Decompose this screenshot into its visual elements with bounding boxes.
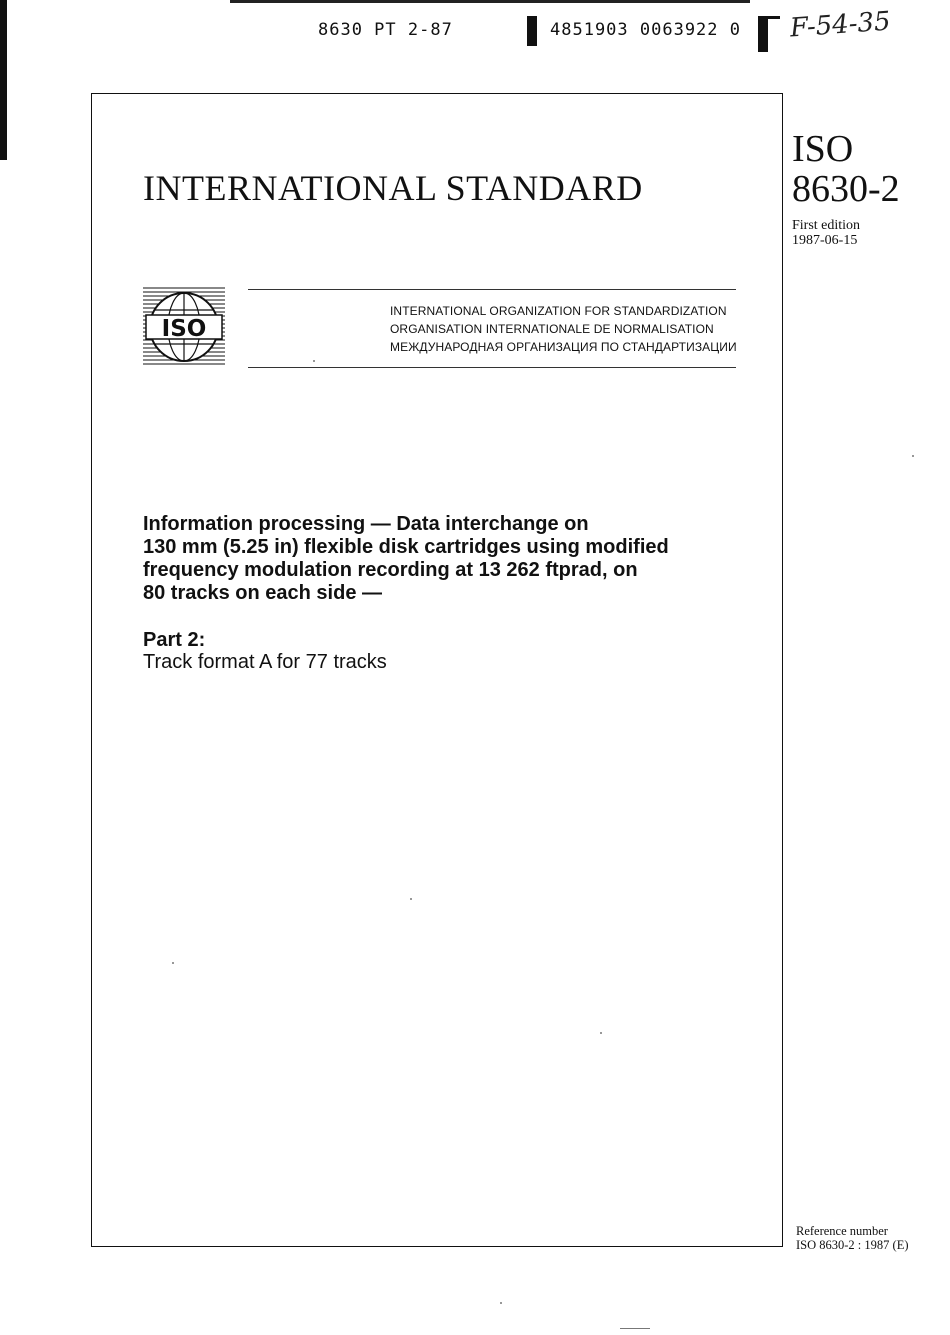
scan-speck [600, 1032, 602, 1034]
org-name-english: INTERNATIONAL ORGANIZATION FOR STANDARDIZATION [390, 304, 727, 318]
scan-top-line [230, 0, 750, 3]
catalog-code: 8630 PT 2-87 [318, 20, 453, 40]
scan-speck [912, 455, 914, 457]
barcode-bar-right [758, 16, 768, 52]
scan-speck [172, 962, 174, 964]
edition-text: First edition [792, 218, 861, 233]
org-name-french: ORGANISATION INTERNATIONALE DE NORMALISATION [390, 322, 714, 336]
reference-block [796, 1224, 909, 1252]
barcode-bar-left [527, 16, 537, 46]
org-rule-top [248, 289, 736, 290]
organization-names [390, 302, 737, 356]
handwritten-note: F-54-35 [789, 6, 892, 44]
part-title: Track format A for 77 tracks [143, 651, 387, 673]
scan-speck [620, 1328, 650, 1329]
standard-label: ISO [792, 128, 854, 170]
document-title [143, 513, 743, 605]
reference-label: Reference number [796, 1224, 888, 1238]
title-line: 80 tracks on each side — [143, 582, 383, 604]
part-label: Part 2: [143, 629, 206, 651]
scan-speck [410, 898, 412, 900]
scan-speck [313, 360, 315, 362]
title-line: Information processing — Data interchange on [143, 513, 589, 535]
barcode-number: 4851903 0063922 0 [550, 20, 741, 40]
iso-logo-text: ISO [161, 316, 207, 342]
iso-logo-icon [143, 286, 225, 368]
standard-id-block [792, 130, 942, 248]
org-name-russian: МЕЖДУНАРОДНАЯ ОРГАНИЗАЦИЯ ПО СТАНДАРТИЗАЦИИ [390, 340, 737, 354]
publication-date: 1987-06-15 [792, 233, 858, 248]
title-line: 130 mm (5.25 in) flexible disk cartridges using modified [143, 536, 669, 558]
standard-number: 8630-2 [792, 168, 900, 210]
document-type-heading: INTERNATIONAL STANDARD [143, 168, 643, 208]
scan-edge-mark [0, 0, 7, 160]
reference-number: ISO 8630-2 : 1987 (E) [796, 1238, 909, 1252]
org-rule-bottom [248, 367, 736, 368]
title-line: frequency modulation recording at 13 262 ftprad, on [143, 559, 638, 581]
scan-speck [500, 1302, 502, 1304]
